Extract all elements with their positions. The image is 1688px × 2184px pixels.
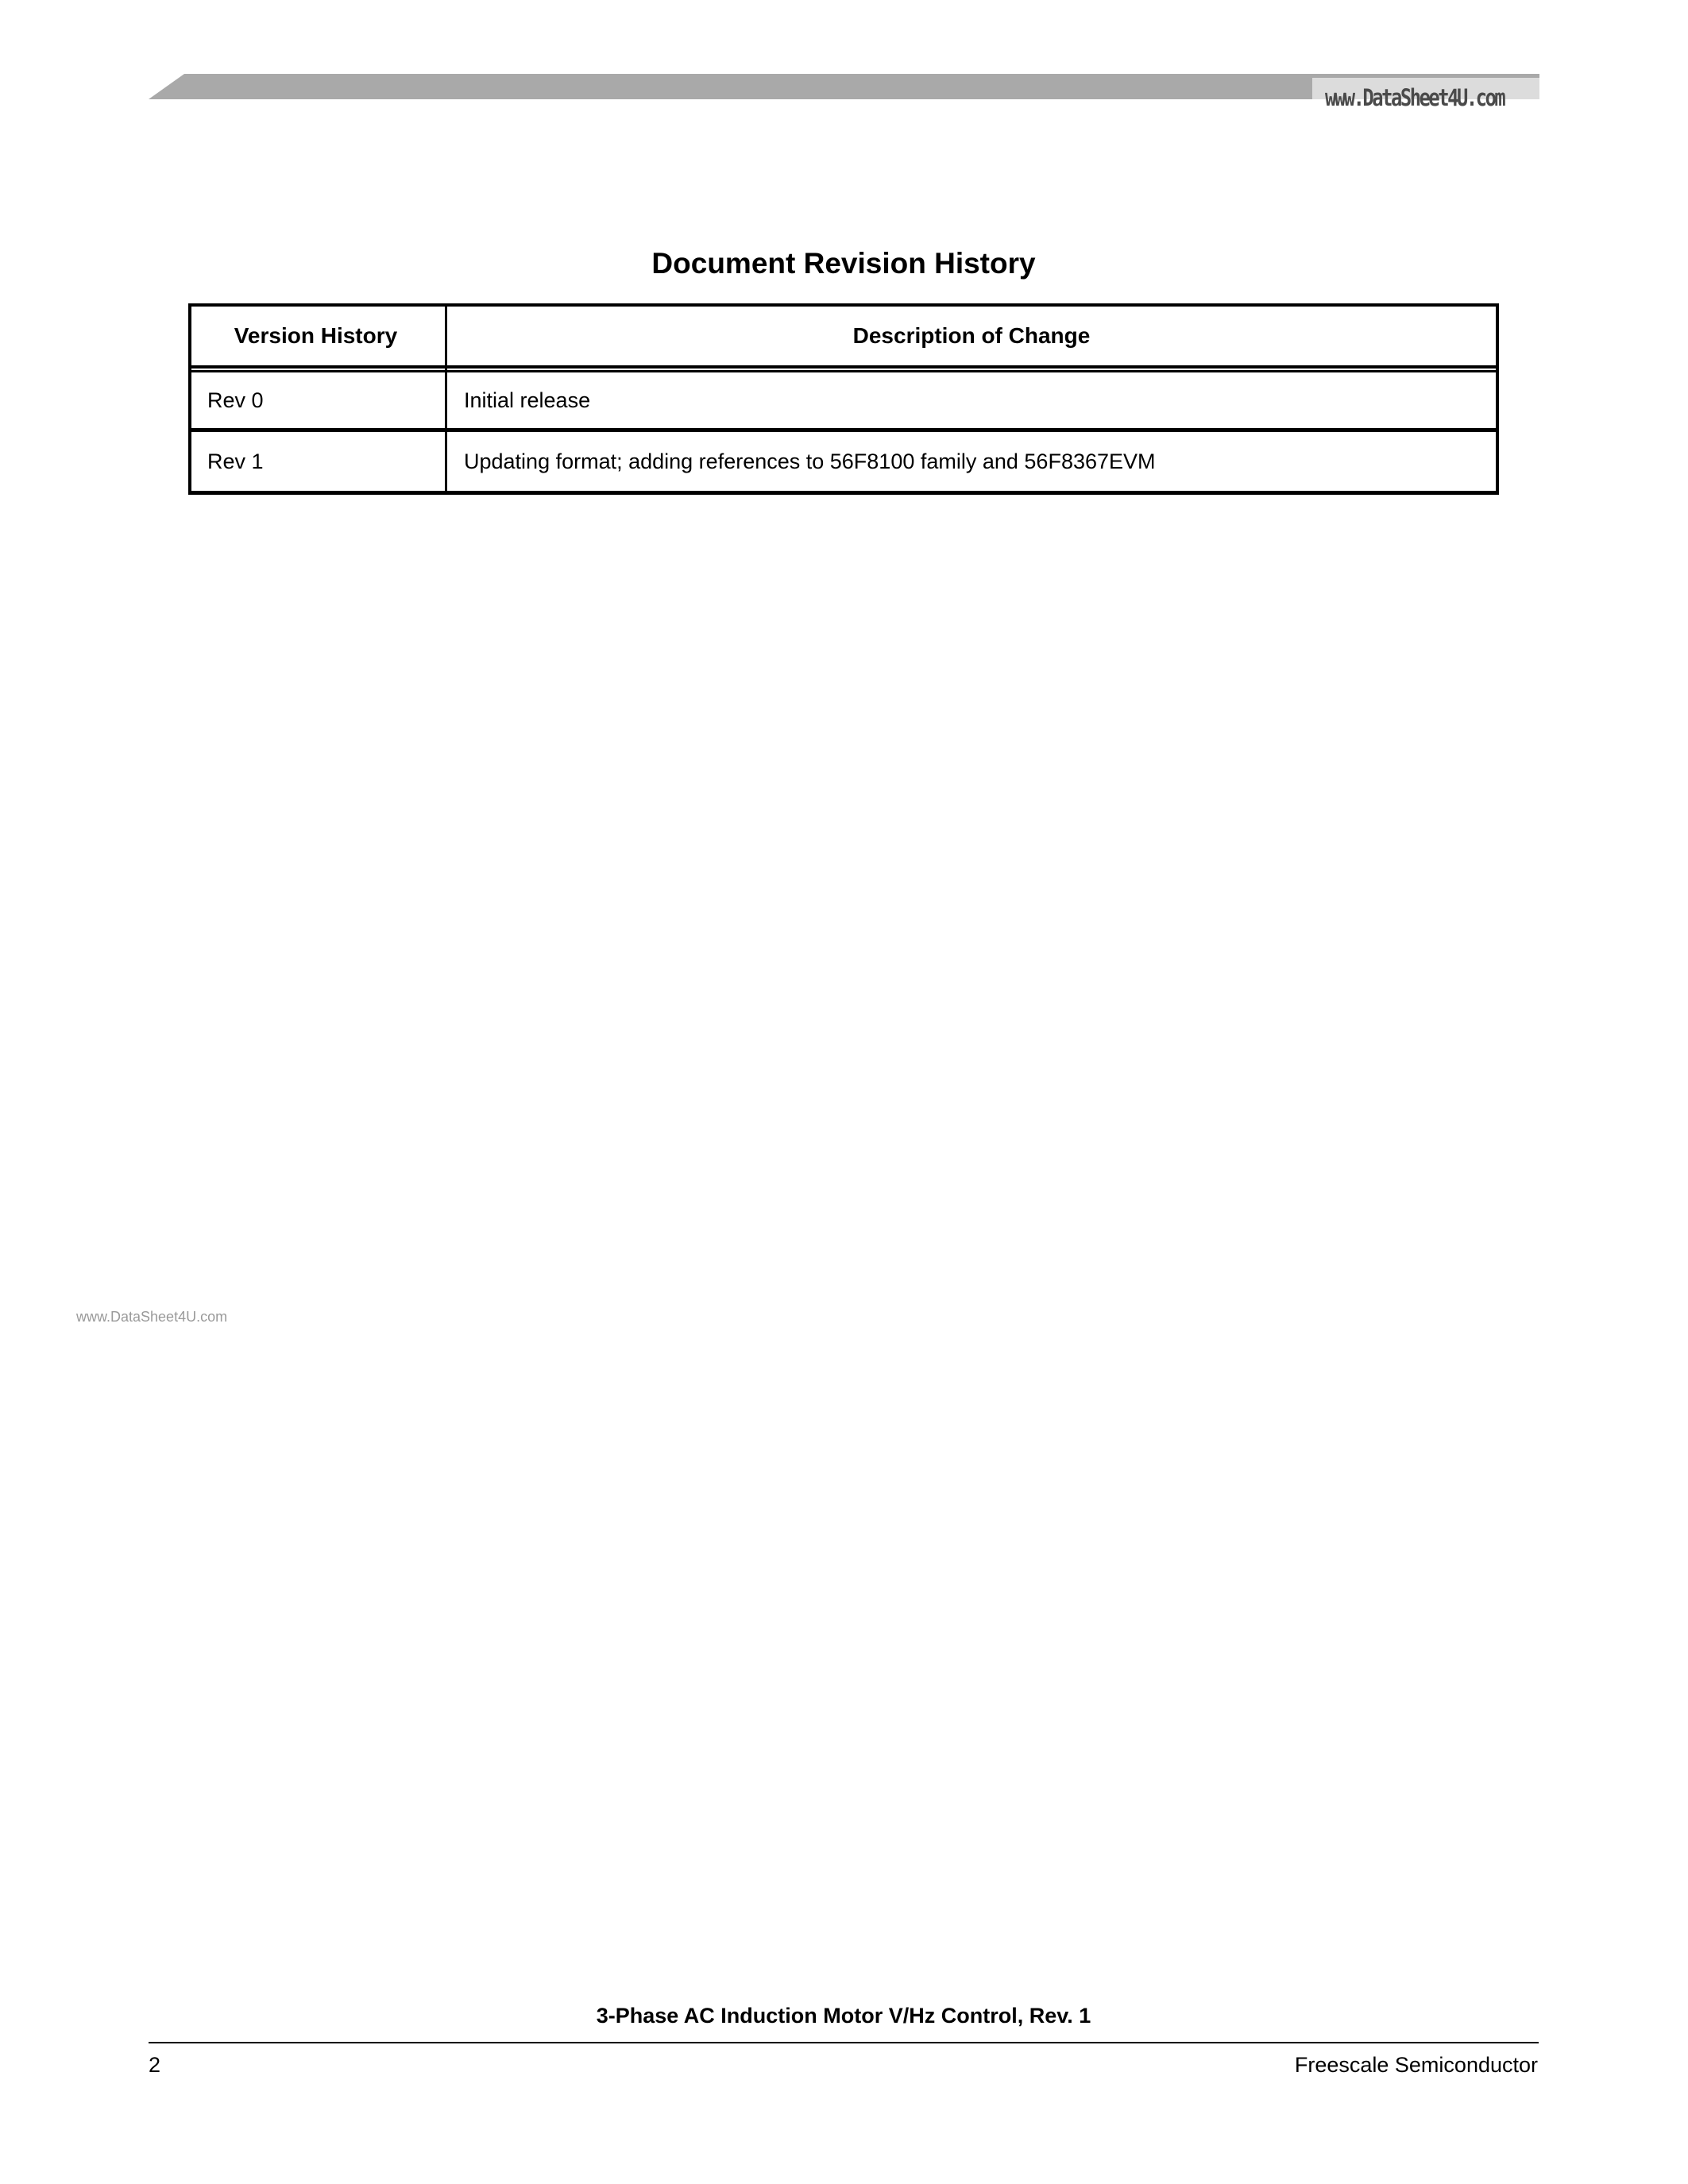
footer-divider [149,2042,1539,2043]
column-header-version: Version History [191,307,447,365]
table-row [188,432,1499,495]
column-header-description: Description of Change [852,323,1091,348]
header-watermark: www.DataSheet4U.com [1325,84,1505,111]
footer-company: Freescale Semiconductor [1294,2053,1538,2077]
page-title: Document Revision History [651,247,1036,280]
page-number: 2 [149,2053,161,2077]
divider-cell [191,369,447,370]
description-text: Updating format; adding references to 56F8100 family and 56F8367EVM [464,449,1156,473]
version-cell [191,432,447,491]
side-watermark: www.DataSheet4U.com [76,1309,228,1325]
revision-history-table [188,303,1499,495]
divider-cell [447,369,1496,370]
version-text: Rev 0 [207,388,264,412]
description-text: Initial release [464,388,591,412]
description-cell [447,432,1496,491]
version-text: Rev 1 [207,449,264,473]
footer-document-title: 3-Phase AC Induction Motor V/Hz Control, Rev. 1 [596,2004,1091,2028]
version-cell [191,372,447,428]
table-row [188,372,1499,432]
table-header-row [188,303,1499,369]
description-cell [447,372,1496,428]
